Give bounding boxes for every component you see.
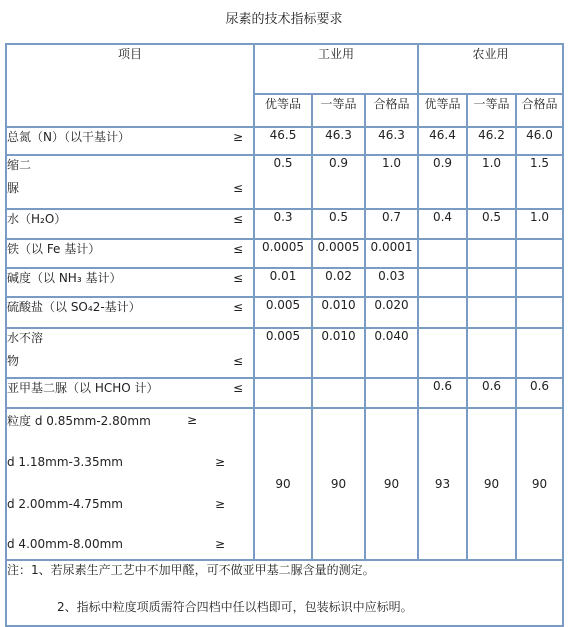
value-cell: 46.4 <box>418 127 467 155</box>
table-row <box>6 378 563 408</box>
value-cell: 46.5 <box>254 127 312 155</box>
row-label: 碱度（以 NH₃ 基计） <box>7 271 122 285</box>
header-item: 项目 <box>6 44 254 127</box>
value-cell: 0.010 <box>312 297 365 328</box>
value-cell: 90 <box>365 408 418 560</box>
row-label: d 1.18mm-3.35mm <box>7 455 123 469</box>
value-cell: 46.0 <box>516 127 563 155</box>
row-label-cell <box>6 209 254 239</box>
value-cell <box>516 268 563 297</box>
page-title: 尿素的技术指标要求 <box>225 12 343 27</box>
row-label: 硫酸盐（以 SO₄2-基计） <box>7 300 141 314</box>
grade-header: 合格品 <box>365 94 418 127</box>
value-cell: 0.0005 <box>312 239 365 268</box>
value-cell: 0.0005 <box>254 239 312 268</box>
grade-header: 合格品 <box>516 94 563 127</box>
comparison-symbol: ≤ <box>232 241 243 256</box>
comparison-symbol: ≥ <box>214 537 225 551</box>
row-label: 缩二 <box>7 158 32 172</box>
header-agricultural: 农业用 <box>418 44 563 94</box>
row-label-cell <box>6 378 254 408</box>
value-cell <box>516 328 563 378</box>
value-cell <box>516 239 563 268</box>
row-label: 铁（以 Fe 基计） <box>7 242 101 256</box>
table-row <box>6 127 563 155</box>
row-label-cell <box>6 408 254 560</box>
value-cell: 0.9 <box>312 155 365 209</box>
value-cell: 0.005 <box>254 297 312 328</box>
table-row <box>6 155 563 209</box>
value-cell: 0.5 <box>312 209 365 239</box>
row-label: 水（H₂O） <box>7 212 67 226</box>
value-cell <box>516 297 563 328</box>
note-line-1: 注：1、若尿素生产工艺中不加甲醛，可不做亚甲基二脲含量的测定。 <box>7 563 375 577</box>
table-row <box>6 268 563 297</box>
comparison-symbol: ≥ <box>214 455 225 469</box>
table-row <box>6 328 563 378</box>
comparison-symbol: ≤ <box>232 353 243 368</box>
table-row <box>6 209 563 239</box>
notes-row <box>6 560 563 626</box>
value-cell: 0.020 <box>365 297 418 328</box>
table-row <box>6 408 563 560</box>
comparison-symbol: ≤ <box>232 180 243 195</box>
comparison-symbol: ≤ <box>232 211 243 226</box>
header-row <box>6 44 563 94</box>
value-cell: 0.005 <box>254 328 312 378</box>
value-cell: 0.3 <box>254 209 312 239</box>
comparison-symbol: ≥ <box>214 497 225 511</box>
table-row <box>6 297 563 328</box>
note-line-2: 2、指标中粒度项质需符合四档中任以档即可，包装标识中应标明。 <box>57 600 413 614</box>
value-cell: 0.040 <box>365 328 418 378</box>
value-cell: 0.0001 <box>365 239 418 268</box>
value-cell: 0.6 <box>418 378 467 408</box>
row-label: d 4.00mm-8.00mm <box>7 537 123 551</box>
comparison-symbol: ≤ <box>232 299 243 314</box>
value-cell <box>467 297 516 328</box>
value-cell <box>467 268 516 297</box>
comparison-symbol: ≥ <box>186 413 197 427</box>
row-label: 亚甲基二脲（以 HCHO 计） <box>7 381 159 395</box>
header-industrial: 工业用 <box>254 44 418 94</box>
value-cell: 1.0 <box>516 209 563 239</box>
value-cell: 90 <box>467 408 516 560</box>
row-label-cell <box>6 268 254 297</box>
value-cell: 0.5 <box>467 209 516 239</box>
spec-table <box>5 43 564 627</box>
value-cell: 0.02 <box>312 268 365 297</box>
value-cell: 0.4 <box>418 209 467 239</box>
value-cell: 1.0 <box>365 155 418 209</box>
comparison-symbol: ≤ <box>232 380 243 395</box>
value-cell: 0.5 <box>254 155 312 209</box>
row-label: d 2.00mm-4.75mm <box>7 497 123 511</box>
value-cell: 1.5 <box>516 155 563 209</box>
value-cell <box>312 378 365 408</box>
comparison-symbol: ≥ <box>232 129 243 144</box>
value-cell: 90 <box>516 408 563 560</box>
value-cell: 0.6 <box>516 378 563 408</box>
row-label: 水不溶 <box>7 331 44 345</box>
comparison-symbol: ≤ <box>232 270 243 285</box>
value-cell: 1.0 <box>467 155 516 209</box>
row-label: 脲 <box>7 181 20 195</box>
row-label: 粒度 d 0.85mm-2.80mm <box>7 413 151 428</box>
value-cell <box>418 268 467 297</box>
value-cell: 46.2 <box>467 127 516 155</box>
value-cell: 46.3 <box>312 127 365 155</box>
row-label: 总氮（N）（以干基计） <box>7 130 130 144</box>
value-cell: 93 <box>418 408 467 560</box>
value-cell <box>365 378 418 408</box>
value-cell <box>467 239 516 268</box>
value-cell: 0.010 <box>312 328 365 378</box>
value-cell: 90 <box>254 408 312 560</box>
value-cell: 0.6 <box>467 378 516 408</box>
row-label-cell <box>6 127 254 155</box>
value-cell <box>418 239 467 268</box>
value-cell <box>254 378 312 408</box>
value-cell <box>418 297 467 328</box>
row-label-cell <box>6 239 254 268</box>
notes-cell <box>6 560 563 626</box>
grade-header: 一等品 <box>312 94 365 127</box>
value-cell: 46.3 <box>365 127 418 155</box>
value-cell: 90 <box>312 408 365 560</box>
value-cell: 0.01 <box>254 268 312 297</box>
grade-header: 一等品 <box>467 94 516 127</box>
row-label: 物 <box>7 354 20 368</box>
row-label-cell <box>6 328 254 378</box>
value-cell: 0.9 <box>418 155 467 209</box>
row-label-cell <box>6 155 254 209</box>
value-cell: 0.7 <box>365 209 418 239</box>
table-row <box>6 239 563 268</box>
value-cell <box>467 328 516 378</box>
value-cell <box>418 328 467 378</box>
grade-header: 优等品 <box>254 94 312 127</box>
row-label-cell <box>6 297 254 328</box>
grade-header: 优等品 <box>418 94 467 127</box>
value-cell: 0.03 <box>365 268 418 297</box>
